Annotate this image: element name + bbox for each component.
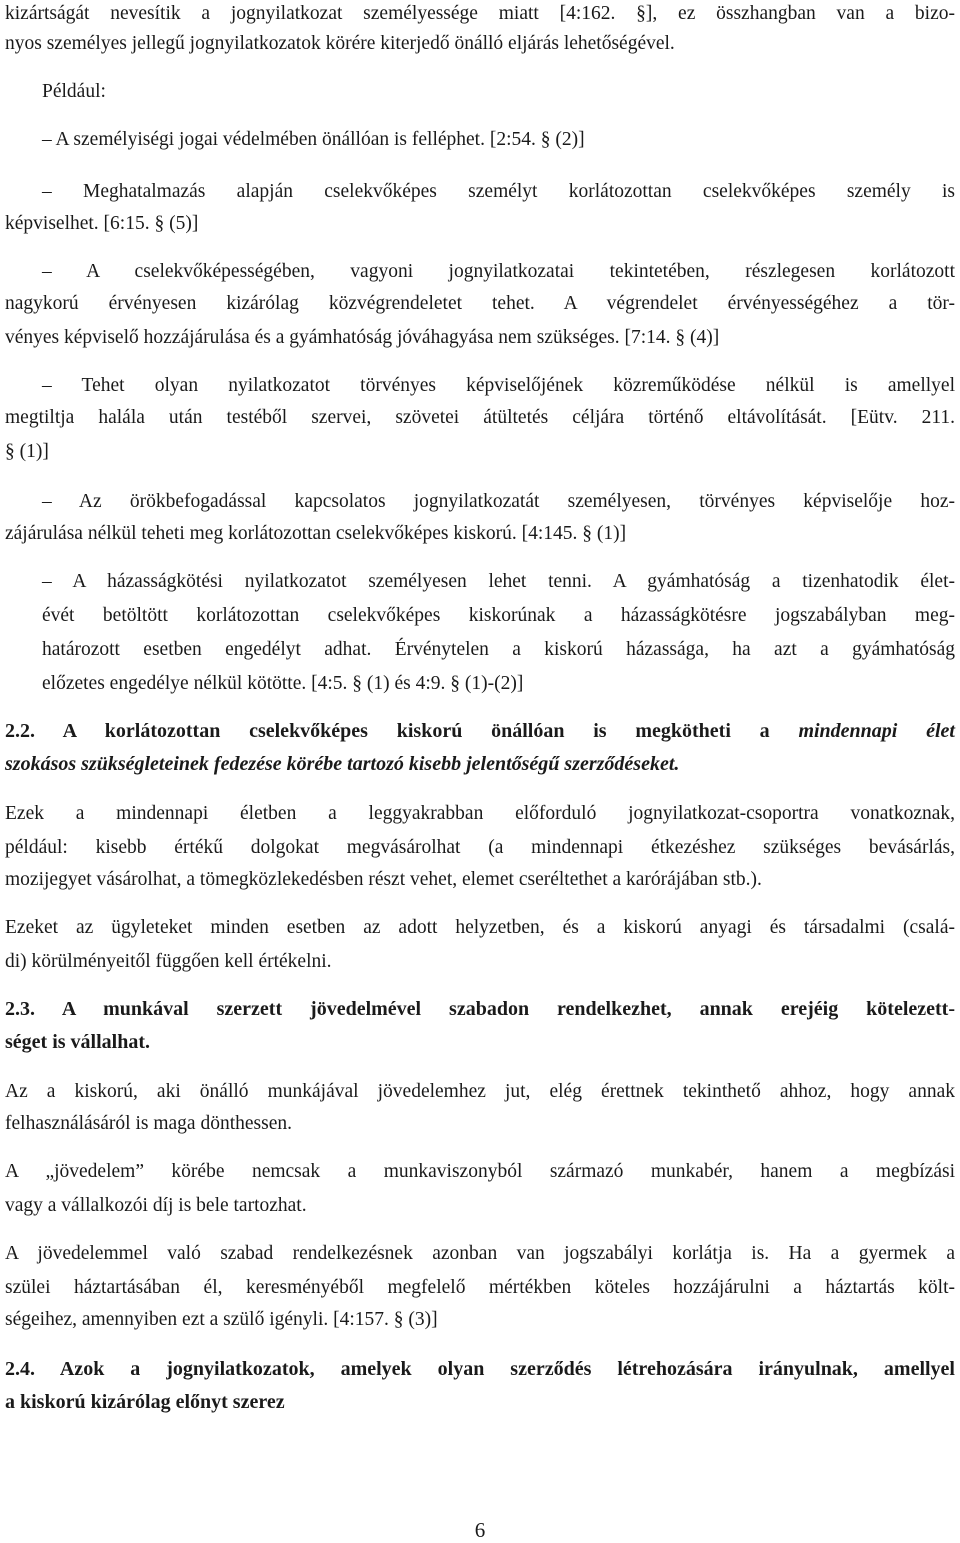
text-line: például: kisebb értékű dolgokat megvásárolhat (a mindennapi étkezéshez szükséges bevásárlás,	[5, 837, 955, 858]
list-item: – A cselekvőképességében, vagyoni jognyilatkozatai tekintetében, részlegesen korlátozott	[42, 261, 955, 282]
list-item: – A házasságkötési nyilatkozatot személyesen lehet tenni. A gyámhatóság a tizenhatodik élet-	[42, 571, 955, 592]
heading-text: A korlátozottan cselekvőképes kiskorú önállóan is megkötheti a	[62, 720, 770, 742]
section-heading-continued: a kiskorú kizárólag előnyt szerez	[5, 1391, 285, 1413]
page-number: 6	[474, 1518, 486, 1542]
text-line: Ezeket az ügyleteket minden esetben az adott helyzetben, és a kiskorú anyagi és társadalmi (csalá-	[5, 917, 955, 938]
text-line: felhasználásáról is maga dönthessen.	[5, 1113, 292, 1134]
list-item: – Meghatalmazás alapján cselekvőképes személyt korlátozottan cselekvőképes személy is	[42, 181, 955, 202]
text-line: képviselhet. [6:15. § (5)]	[5, 213, 199, 234]
text-line: kizártságát nevesítik a jognyilatkozat személyessége miatt [4:162. §], ez összhangban van a bizo-	[5, 3, 955, 24]
heading-italic: mindennapi élet	[798, 720, 955, 742]
text-line: A jövedelemmel való szabad rendelkezésnek azonban van jogszabályi korlátja is. Ha a gyermek a	[5, 1243, 955, 1264]
text-line: ségeihez, amennyiben ezt a szülő igényli. [4:157. § (3)]	[5, 1309, 438, 1330]
section-heading	[5, 718, 955, 744]
list-item: – Az örökbefogadással kapcsolatos jognyilatkozatát személyesen, törvényes képviselője hoz-	[42, 491, 955, 512]
section-heading: 2.3. A munkával szerzett jövedelmével szabadon rendelkezhet, annak erejéig kötelezett-	[5, 998, 955, 1020]
text-line: nyos személyes jellegű jognyilatkozatok körére kiterjedő önálló eljárás lehetőségével.	[5, 33, 675, 54]
text-line: mozijegyet vásárolhat, a tömegközlekedésben részt vehet, elemet cseréltethet a karórájában stb.).	[5, 869, 762, 890]
text-line: évét betöltött korlátozottan cselekvőképes kiskorúnak a házasságkötésre jogszabályban meg-	[42, 605, 955, 626]
section-heading: 2.4. Azok a jognyilatkozatok, amelyek olyan szerződés létrehozására irányulnak, amellyel	[5, 1358, 955, 1380]
text-line: Az a kiskorú, aki önálló munkájával jövedelemhez jut, elég érettnek tekinthető ahhoz, hogy annak	[5, 1081, 955, 1102]
text-line: A „jövedelem” körébe nemcsak a munkaviszonyból származó munkabér, hanem a megbízási	[5, 1161, 955, 1182]
text-line: megtiltja halála után testéből szervei, szövetei átültetés céljára történő eltávolítását. [Eütv. 211.	[5, 407, 955, 428]
list-item: – A személyiségi jogai védelmében önállóan is felléphet. [2:54. § (2)]	[42, 129, 585, 150]
text-line: vagy a vállalkozói díj is bele tartozhat.	[5, 1195, 307, 1216]
section-heading-continued: séget is vállalhat.	[5, 1031, 150, 1053]
heading-number: 2.2.	[5, 720, 35, 742]
text-line: Például:	[42, 81, 106, 102]
text-line: di) körülményeitől függően kell értékelni.	[5, 951, 332, 972]
text-line: nagykorú érvényesen kizárólag közvégrendeletet tehet. A végrendelet érvényességéhez a tör-	[5, 293, 955, 314]
text-line: szülei háztartásában él, keresményéből megfelelő mértékben köteles hozzájárulni a háztartás költ-	[5, 1277, 955, 1298]
text-line: § (1)]	[5, 441, 49, 462]
text-line: vényes képviselő hozzájárulása és a gyámhatóság jóváhagyása nem szükséges. [7:14. § (4)]	[5, 327, 720, 348]
text-line: határozott esetben engedélyt adhat. Érvénytelen a kiskorú házassága, ha azt a gyámhatóság	[42, 639, 955, 660]
text-line: előzetes engedélye nélkül kötötte. [4:5. § (1) és 4:9. § (1)-(2)]	[42, 673, 524, 694]
section-heading-continued: szokásos szükségleteinek fedezése körébe tartozó kisebb jelentőségű szerződéseket.	[5, 753, 680, 775]
text-line: zájárulása nélkül teheti meg korlátozottan cselekvőképes kiskorú. [4:145. § (1)]	[5, 523, 627, 544]
text-line: Ezek a mindennapi életben a leggyakrabban előforduló jognyilatkozat-csoportra vonatkoznak,	[5, 803, 955, 824]
list-item: – Tehet olyan nyilatkozatot törvényes képviselőjének közreműködése nélkül is amellyel	[42, 375, 955, 396]
